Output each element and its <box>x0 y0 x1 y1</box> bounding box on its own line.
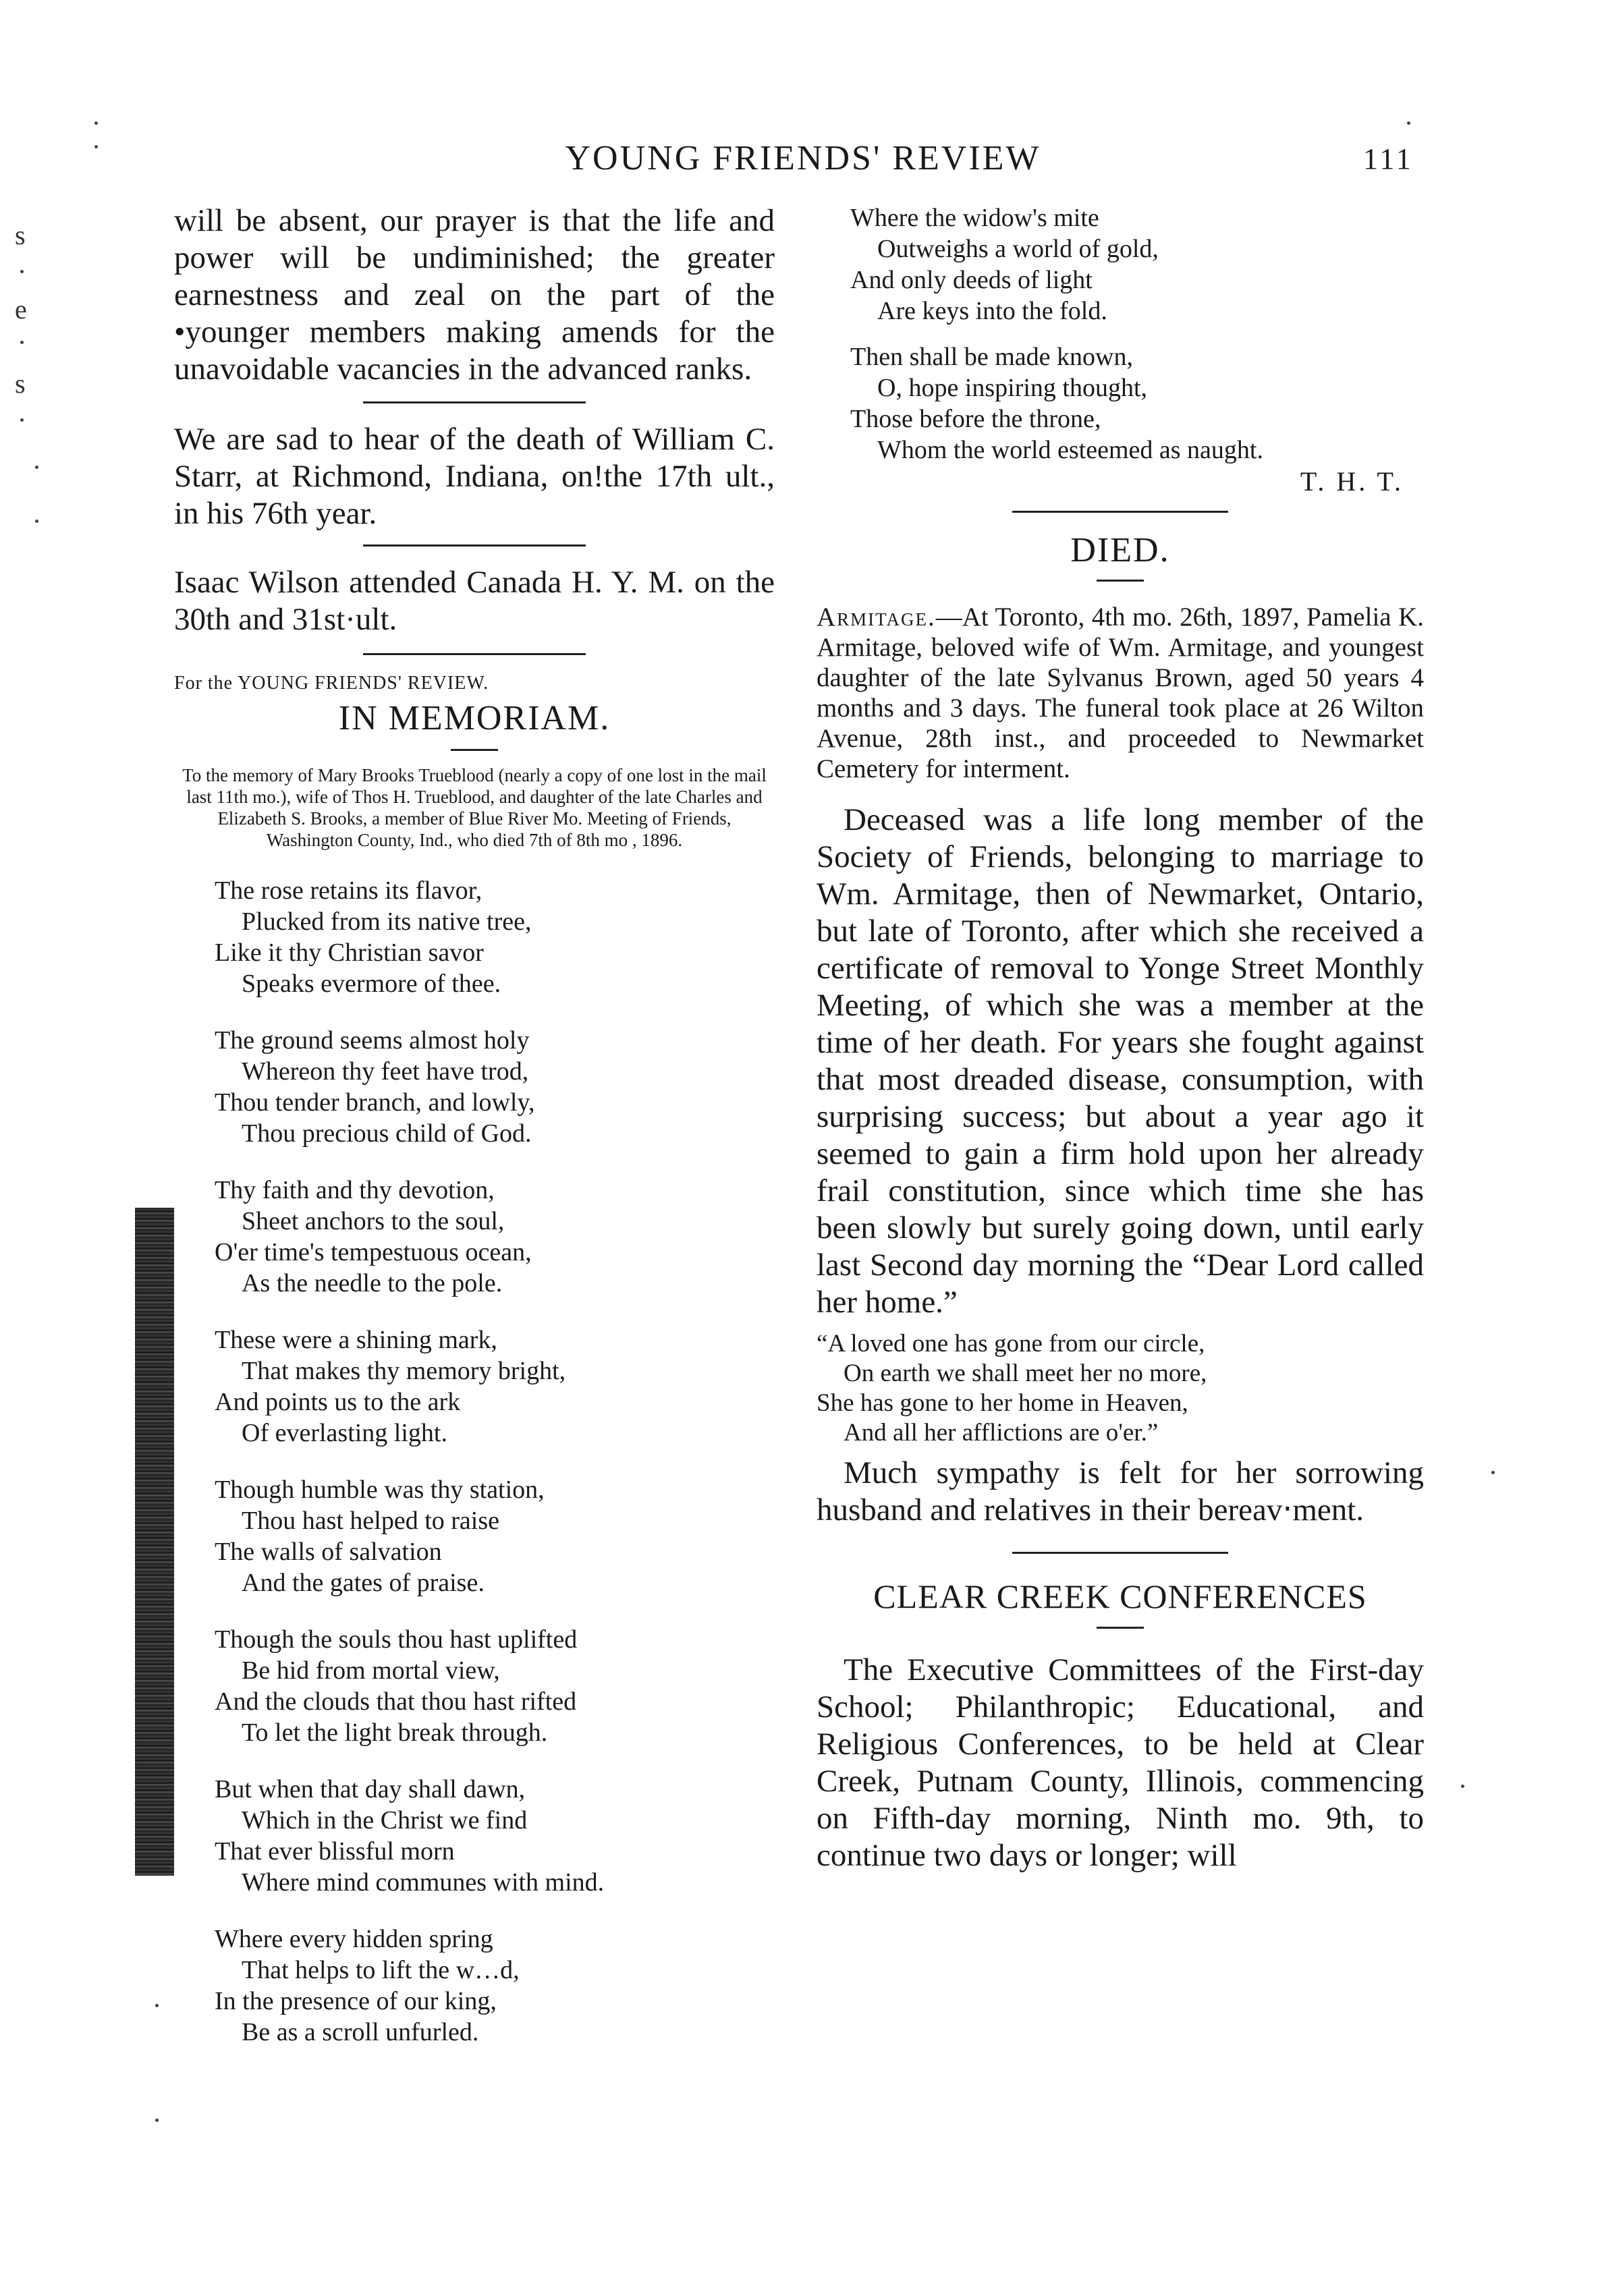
memoriam-title: IN MEMORIAM. <box>338 699 611 737</box>
poem-line: To let the light break through. <box>242 1718 548 1747</box>
poem-stanza <box>215 1025 775 1149</box>
divider <box>363 653 586 655</box>
divider <box>451 749 498 751</box>
poem-line: And the clouds that thou hast rifted <box>215 1687 577 1716</box>
obituary-notice <box>817 602 1424 784</box>
death-notice-starr: We are sad to hear of the death of William C. Starr, at Richmond, Indiana, on!the 17th ult., in his 76th year. <box>174 422 775 531</box>
poem-line: As the needle to the pole. <box>242 1269 503 1297</box>
divider <box>1097 580 1144 582</box>
poem-line: Whom the world esteemed as naught. <box>877 436 1263 464</box>
poem-line: And points us to the ark <box>215 1388 461 1416</box>
notice-isaac-wilson: Isaac Wilson attended Canada H. Y. M. on the 30th and 31st·ult. <box>174 565 775 637</box>
poem-line: Outweighs a world of gold, <box>877 235 1159 263</box>
binding-shadow <box>135 1208 174 1876</box>
source-line: For the YOUNG FRIENDS' REVIEW. <box>174 673 489 694</box>
speck <box>1407 121 1410 125</box>
poem-line: O'er time's tempestuous ocean, <box>215 1238 532 1266</box>
poem-line: Thy faith and thy devotion, <box>215 1176 495 1204</box>
page-number: 111 <box>1363 142 1414 175</box>
poem-line: The walls of salvation <box>215 1538 442 1566</box>
margin-letter: s <box>15 368 26 399</box>
poem-line: Where the widow's mite <box>850 204 1099 232</box>
divider <box>363 544 586 547</box>
poem-line: Speaks evermore of thee. <box>242 970 501 998</box>
poem-line: Of everlasting light. <box>242 1419 447 1447</box>
obituary-verse <box>817 1329 1424 1448</box>
divider <box>1097 1627 1144 1629</box>
poem-line: Where every hidden spring <box>215 1925 493 1953</box>
poem-stanza <box>215 1474 775 1598</box>
poem-line: Though humble was thy station, <box>215 1476 545 1504</box>
divider <box>363 401 586 403</box>
article-paragraph: will be absent, our prayer is that the life and power will be undiminished; the greater earnestness and zeal on the part of the •younger members making amends for the unavoidable vacancies in the advanced ranks. <box>174 203 775 387</box>
speck <box>1491 1471 1495 1474</box>
memoriam-poem <box>174 875 775 2048</box>
poem-stanza <box>215 1624 775 1748</box>
poem-line: Be as a scroll unfurled. <box>242 2018 479 2046</box>
poem-line: Then shall be made known, <box>850 343 1133 371</box>
poem-line: O, hope inspiring thought, <box>877 374 1148 402</box>
conference-paragraph: The Executive Committees of the First-day School; Philanthropic; Educational, and Religious Conferences, to be held at Clear Creek, Putnam County, Illinois, commencing on Fifth-day morning, Ninth mo. 9th, to continue two days or longer; will <box>817 1652 1424 1873</box>
verse-line: “A loved one has gone from our circle, <box>817 1330 1205 1357</box>
poem-line: Thou tender branch, and lowly, <box>215 1088 535 1117</box>
poem-line: Plucked from its native tree, <box>242 907 532 936</box>
verse-line: On earth we shall meet her no more, <box>844 1360 1207 1387</box>
poem-line: Like it thy Christian savor <box>215 939 484 967</box>
poem-line: Those before the throne, <box>850 405 1101 433</box>
speck <box>155 2004 159 2007</box>
poem-line: These were a shining mark, <box>215 1326 497 1354</box>
verse-line: And all her afflictions are o'er.” <box>844 1419 1159 1447</box>
speck <box>20 418 24 422</box>
poem-continuation <box>817 202 1424 497</box>
poem-line: That makes thy memory bright, <box>242 1357 566 1385</box>
speck <box>155 2119 159 2122</box>
poem-line: In the presence of our king, <box>215 1987 497 2015</box>
right-column <box>817 202 1424 1874</box>
memoriam-dedication: To the memory of Mary Brooks Trueblood (nearly a copy of one lost in the mail last 11th mo.), wife of Thos H. Trueblood, and daughter of the late Charles and Elizabeth S. Brooks, a member of Blue River Mo. Meeting of Friends, Washington County, Ind., who died 7th of 8th mo , 1896. <box>182 765 767 850</box>
left-column <box>174 202 775 2073</box>
obituary-paragraph: Deceased was a life long member of the Society of Friends, belonging to marriage to Wm. Armitage, then of Newmarket, Ontario, but late of Toronto, after which she received a certificate of removal to Yonge Street Monthly Meeting, of which she was a member at the time of her death. For years she fought against that most dreaded disease, consumption, with surprising success; but about a year ago it seemed to gain a firm hold upon her already frail constitution, since which time she has been slowly but surely going down, until early last Second day morning the “Dear Lord called her home.” <box>817 802 1424 1320</box>
poem-stanza <box>215 1324 775 1449</box>
verse-line: She has gone to her home in Heaven, <box>817 1389 1188 1417</box>
poem-line: That ever blissful morn <box>215 1837 455 1866</box>
speck <box>94 145 98 148</box>
margin-letter: e <box>15 294 27 325</box>
poem-stanza <box>215 1924 775 2048</box>
margin-letter: s <box>15 220 26 250</box>
poem-line: Thou precious child of God. <box>242 1119 532 1148</box>
speck <box>1461 1785 1464 1788</box>
speck <box>94 121 98 125</box>
speck <box>20 341 24 344</box>
poem-line: Whereon thy feet have trod, <box>242 1057 529 1086</box>
poem-stanza <box>215 1175 775 1299</box>
obituary-name: Armitage. <box>817 603 936 632</box>
poem-line: Where mind communes with mind. <box>242 1868 605 1897</box>
poem-line: Sheet anchors to the soul, <box>242 1207 505 1235</box>
running-title: YOUNG FRIENDS' REVIEW <box>565 139 1041 177</box>
poem-line: And the gates of praise. <box>242 1569 485 1597</box>
divider <box>1012 511 1228 513</box>
speck <box>35 466 38 469</box>
poem-signature: T. H. T. <box>1300 466 1404 497</box>
obituary-text: —At Toronto, 4th mo. 26th, 1897, Pamelia K. Armitage, beloved wife of Wm. Armitage, and youngest daughter of the late Sylvanus Brown, aged 50 years 4 months and 3 days. The funeral took place at 26 Wilton Avenue, 28th inst., and proceeded to Newmarket Cemetery for interment. <box>817 603 1424 783</box>
poem-line: Though the souls thou hast uplifted <box>215 1625 578 1654</box>
conference-heading: CLEAR CREEK CONFERENCES <box>873 1577 1367 1615</box>
speck <box>20 270 24 273</box>
speck <box>35 520 38 523</box>
poem-line: Which in the Christ we find <box>242 1806 528 1835</box>
poem-line: And only deeds of light <box>850 266 1093 294</box>
sympathy-paragraph: Much sympathy is felt for her sorrowing husband and relatives in their bereav‧ment. <box>817 1455 1424 1528</box>
poem-stanza <box>215 1774 775 1898</box>
poem-stanza <box>215 875 775 999</box>
died-heading: DIED. <box>1070 531 1170 569</box>
poem-line: Are keys into the fold. <box>877 297 1107 325</box>
poem-line: The rose retains its flavor, <box>215 876 482 905</box>
poem-line: Thou hast helped to raise <box>242 1507 500 1535</box>
divider <box>1012 1552 1228 1554</box>
poem-line: That helps to lift the w…d, <box>242 1956 520 1984</box>
poem-line: But when that day shall dawn, <box>215 1775 526 1803</box>
poem-line: Be hid from mortal view, <box>242 1656 500 1685</box>
poem-line: The ground seems almost holy <box>215 1026 530 1055</box>
